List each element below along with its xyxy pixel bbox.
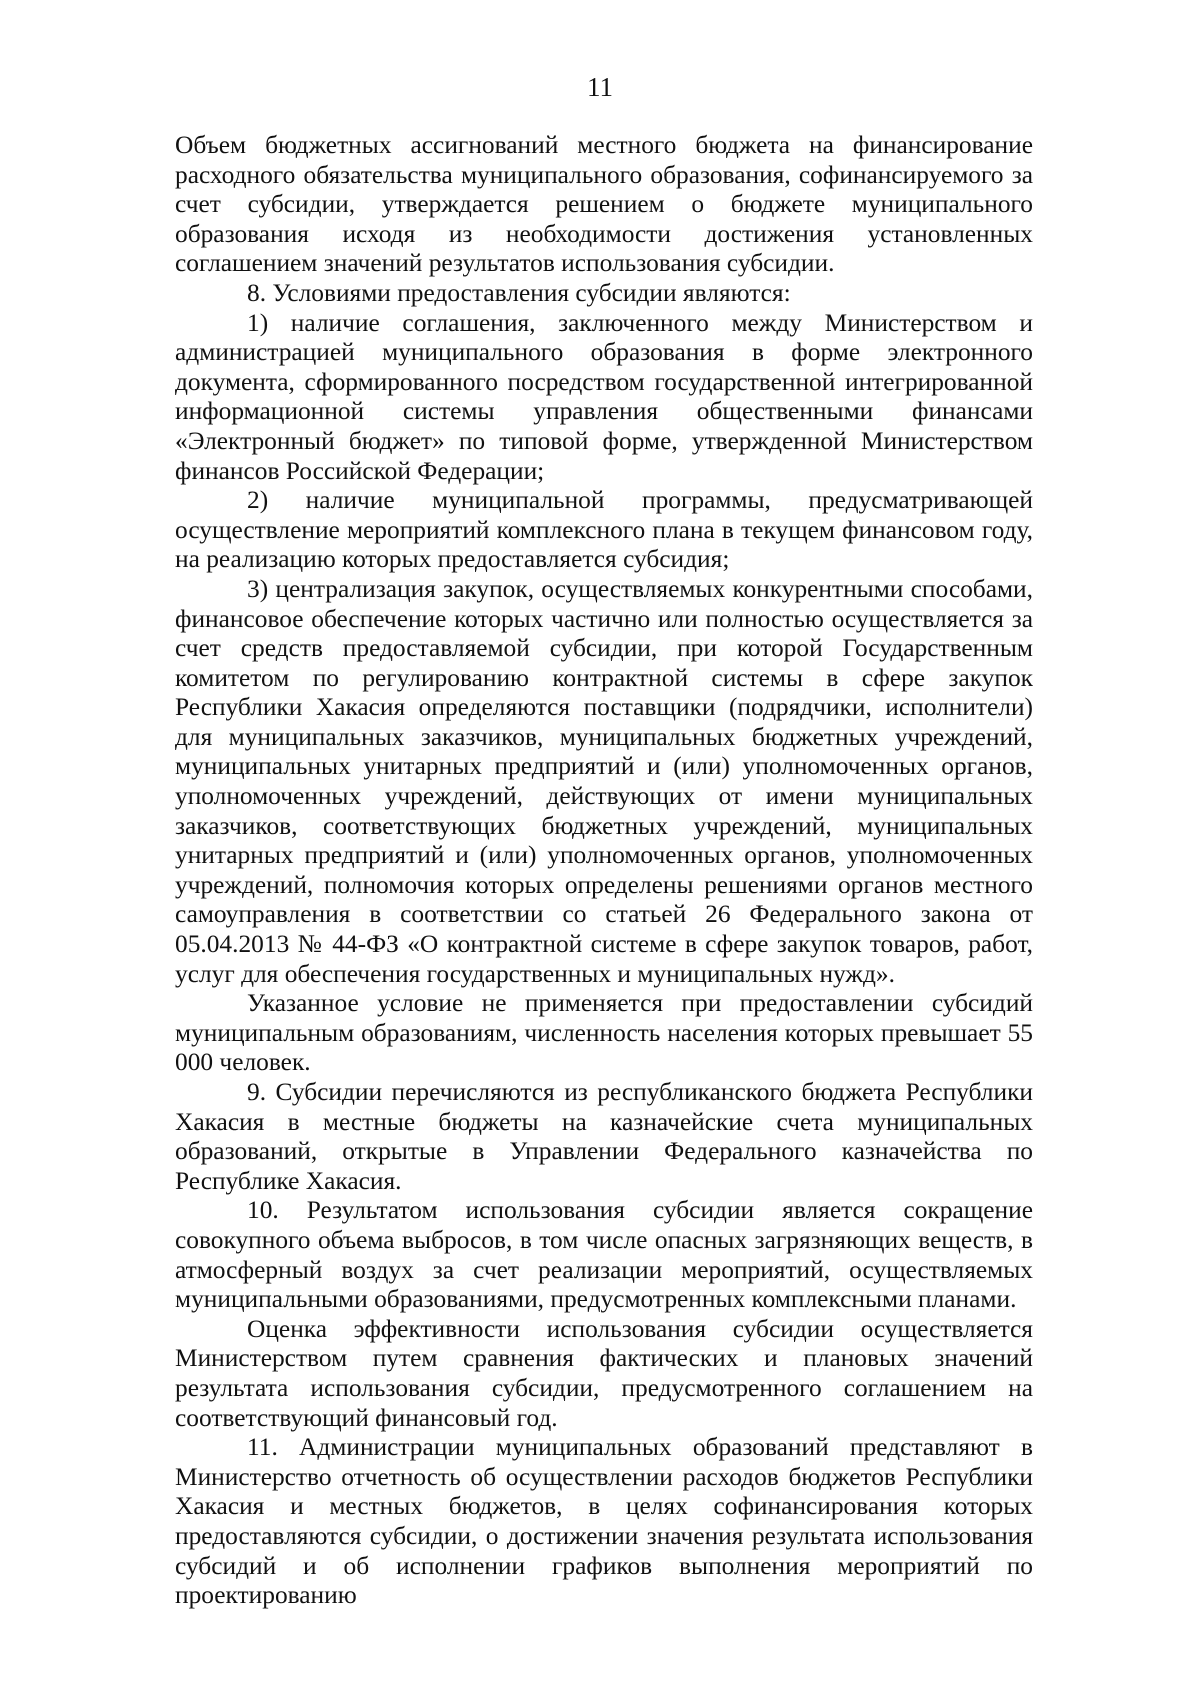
document-body (175, 131, 1033, 1611)
paragraph-condition-3: 3) централизация закупок, осуществляемых конкурентными способами, финансовое обеспечение которых частично или полностью осуществляется за счет средств предоставляемой субсидии, при которой Государственным комитетом по регулированию контрактной системы в сфере закупок Республики Хакасия определяются поставщики (подрядчики, исполнители) для муниципальных заказчиков, муниципальных бюджетных учреждений, муниципальных унитарных предприятий и (или) уполномоченных органов, уполномоченных учреждений, действующих от имени муниципальных заказчиков, соответствующих бюджетных учреждений, муниципальных унитарных предприятий и (или) уполномоченных органов, уполномоченных учреждений, полномочия которых определены решениями органов местного самоуправления в соответствии со статьей 26 Федерального закона от 05.04.2013 № 44-ФЗ «О контрактной системе в сфере закупок товаров, работ, услуг для обеспечения государственных и муниципальных нужд». (175, 574, 1033, 988)
paragraph-section-10: 10. Результатом использования субсидии является сокращение совокупного объема выбросов, в том числе опасных загрязняющих веществ, в атмосферный воздух за счет реализации мероприятий, осуществляемых муниципальными образованиями, предусмотренных комплексными планами. (175, 1196, 1033, 1314)
paragraph-section-8-heading: 8. Условиями предоставления субсидии являются: (247, 278, 791, 307)
paragraph-condition-2: 2) наличие муниципальной программы, предусматривающей осуществление мероприятий комплексного плана в текущем финансовом году, на реализацию которых предоставляется субсидия; (175, 486, 1033, 574)
paragraph-section-11: 11. Администрации муниципальных образований представляют в Министерство отчетность об осуществлении расходов бюджетов Республики Хакасия и местных бюджетов, в целях софинансирования которых предоставляются субсидии, о достижении значения результата использования субсидий и об исполнении графиков выполнения мероприятий по проектированию (175, 1433, 1033, 1610)
paragraph-section-9: 9. Субсидии перечисляются из республиканского бюджета Республики Хакасия в местные бюджеты на казначейские счета муниципальных образований, открытые в Управлении Федерального казначейства по Республике Хакасия. (175, 1078, 1033, 1195)
paragraph-condition-exception: Указанное условие не применяется при предоставлении субсидий муниципальным образованиям, численность населения которых превышает 55 000 человек. (175, 989, 1033, 1077)
page-number: 11 (587, 72, 613, 102)
paragraph-efficiency-assessment: Оценка эффективности использования субсидии осуществляется Министерством путем сравнения фактических и плановых значений результата использования субсидии, предусмотренного соглашением на соответствующий финансовый год. (175, 1314, 1033, 1432)
paragraph-condition-1: 1) наличие соглашения, заключенного между Министерством и администрацией муниципального образования в форме электронного документа, сформированного посредством государственной интегрированной информационной системы управления общественными финансами «Электронный бюджет» по типовой форме, утвержденной Министерством финансов Российской Федерации; (175, 308, 1033, 485)
paragraph-budget-allocations: Объем бюджетных ассигнований местного бюджета на финансирование расходного обязательства муниципального образования, софинансируемого за счет субсидии, утверждается решением о бюджете муниципального образования исходя из необходимости достижения установленных соглашением значений результатов использования субсидии. (175, 131, 1033, 278)
